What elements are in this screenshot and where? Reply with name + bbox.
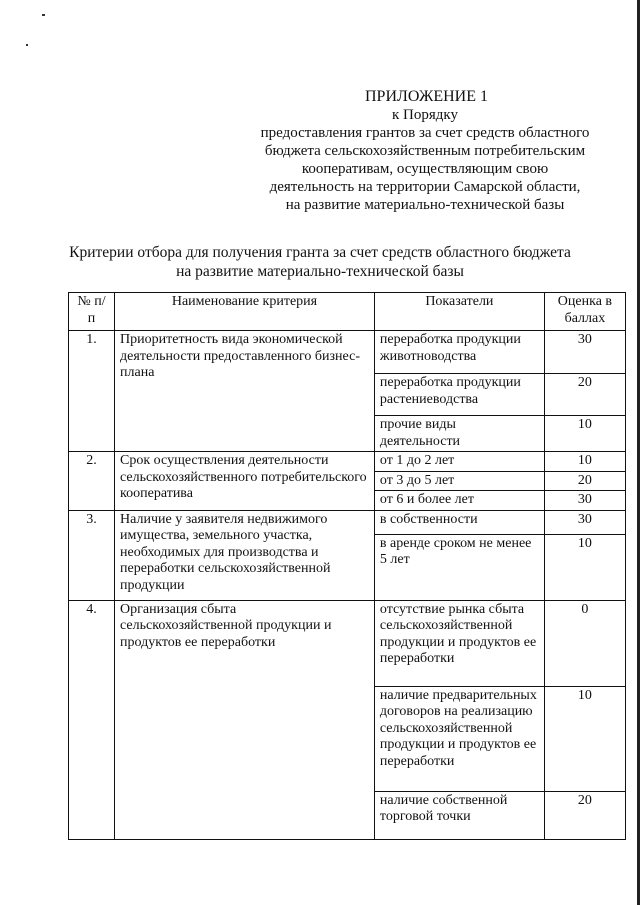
score: 10: [544, 416, 625, 452]
indicator: переработка продукции животноводства: [374, 331, 544, 374]
table-row: [69, 600, 626, 686]
indicator: в собственности: [374, 510, 544, 534]
score: 10: [544, 686, 625, 791]
score: 30: [544, 510, 625, 534]
score: 10: [544, 452, 625, 472]
criterion-name: Организация сбыта сельскохозяйственной продукции и продуктов ее переработки: [115, 600, 375, 839]
score: 30: [544, 331, 625, 374]
appendix-line: на развитие материально-технической базы: [285, 197, 565, 213]
row-number: 4.: [69, 600, 115, 839]
table-row: [69, 331, 626, 374]
appendix-line: к Порядку: [392, 107, 458, 123]
row-number: 1.: [69, 331, 115, 452]
appendix-line: кооперативам, осуществляющим свою: [301, 161, 549, 177]
row-number: 2.: [69, 452, 115, 511]
table-row: [69, 510, 626, 534]
header-num: № п/п: [69, 293, 115, 331]
score: 20: [544, 374, 625, 416]
indicator: наличие собственной торговой точки: [374, 791, 544, 839]
score: 20: [544, 471, 625, 491]
scan-speck: [42, 14, 45, 16]
indicator: переработка продукции растениеводства: [374, 374, 544, 416]
indicator: наличие предварительных договоров на реализацию сельскохозяйственной продукции и продуктов ее переработки: [374, 686, 544, 791]
scan-speck: [26, 44, 28, 46]
document-title: Критерии отбора для получения гранта за счет средств областного бюджета: [69, 244, 571, 261]
indicator: прочие виды деятельности: [374, 416, 544, 452]
appendix-title: ПРИЛОЖЕНИЕ 1: [365, 88, 489, 105]
criterion-name: Срок осуществления деятельности сельскохозяйственного потребительского кооператива: [115, 452, 375, 511]
row-number: 3.: [69, 510, 115, 600]
document-title: на развитие материально-технической базы: [176, 263, 464, 280]
score: 10: [544, 534, 625, 600]
criterion-name: Приоритетность вида экономической деятельности предоставленного бизнес-плана: [115, 331, 375, 452]
indicator: от 6 и более лет: [374, 491, 544, 511]
appendix-line: предоставления грантов за счет средств областного: [260, 125, 590, 141]
indicator: от 3 до 5 лет: [374, 471, 544, 491]
header-score: Оценка в баллах: [544, 293, 625, 331]
score: 30: [544, 491, 625, 511]
table-header-row: [69, 293, 626, 331]
indicator: в аренде сроком не менее 5 лет: [374, 534, 544, 600]
appendix-line: деятельность на территории Самарской области,: [269, 179, 581, 195]
criterion-name: Наличие у заявителя недвижимого имущества, земельного участка, необходимых для производства и переработки сельскохозяйственной продукции: [115, 510, 375, 600]
header-name: Наименование критерия: [115, 293, 375, 331]
score: 0: [544, 600, 625, 686]
indicator: отсутствие рынка сбыта сельскохозяйственной продукции и продуктов ее переработки: [374, 600, 544, 686]
appendix-line: бюджета сельскохозяйственным потребительским: [264, 143, 586, 159]
table-row: [69, 452, 626, 472]
header-indicators: Показатели: [374, 293, 544, 331]
criteria-table: [68, 292, 626, 840]
score: 20: [544, 791, 625, 839]
indicator: от 1 до 2 лет: [374, 452, 544, 472]
